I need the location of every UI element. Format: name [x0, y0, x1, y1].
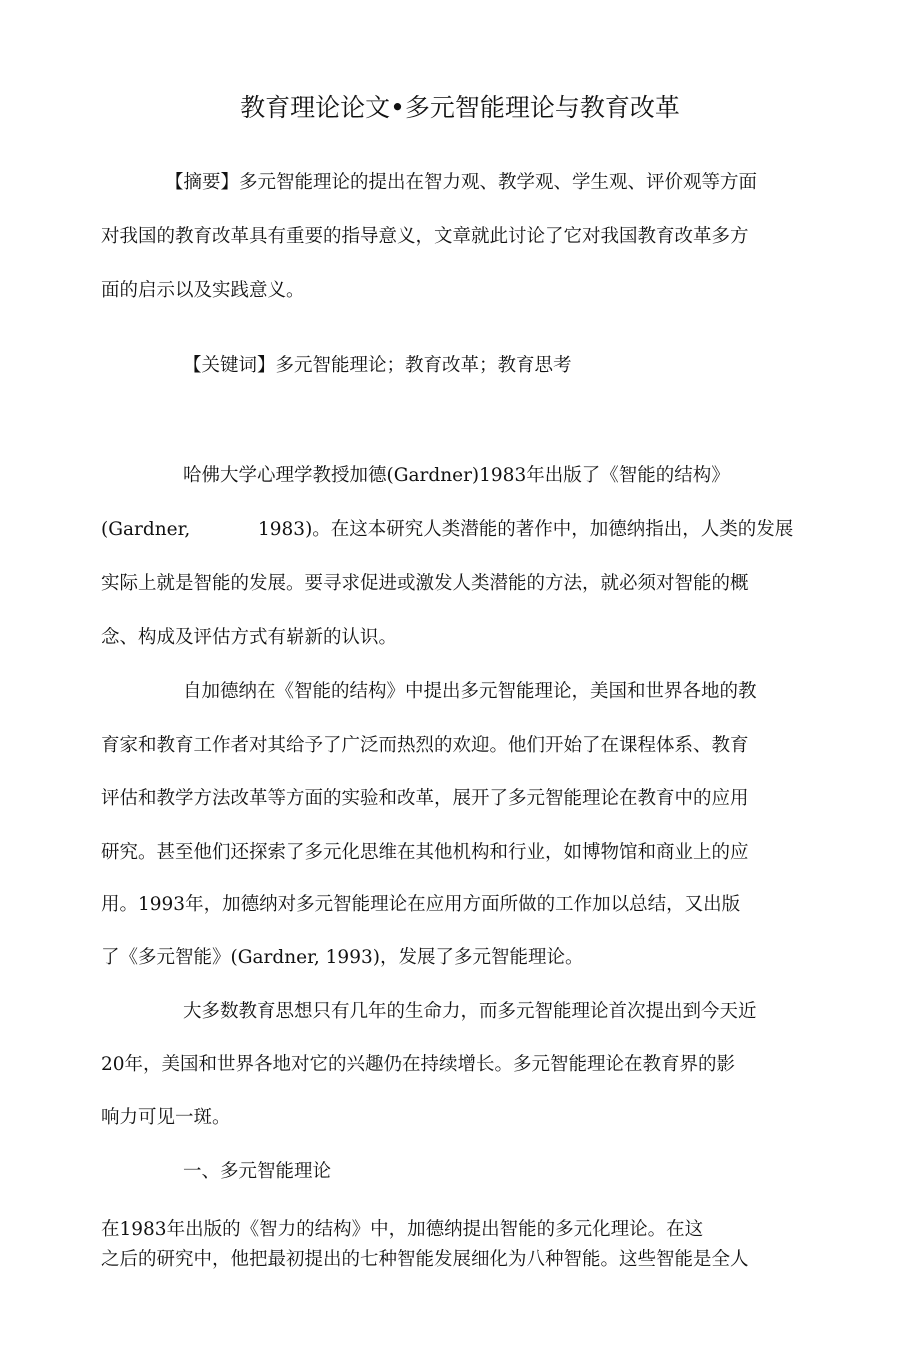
paragraph-line: 响力可见一斑。 — [101, 1107, 231, 1128]
abstract-line: 【摘要】多元智能理论的提出在智力观、教学观、学生观、评价观等方面 — [165, 172, 758, 193]
paragraph-line: 在1983年出版的《智力的结构》中，加德纳提出智能的多元化理论。在这 — [101, 1219, 704, 1240]
paragraph-line: 评估和教学方法改革等方面的实验和改革，展开了多元智能理论在教育中的应用 — [101, 788, 749, 809]
paragraph-line: 1983)。在这本研究人类潜能的著作中，加德纳指出，人类的发展 — [258, 519, 794, 540]
paragraph-line: 哈佛大学心理学教授加德(Gardner)1983年出版了《智能的结构》 — [183, 465, 730, 486]
paragraph-line: 20年，美国和世界各地对它的兴趣仍在持续增长。多元智能理论在教育界的影 — [101, 1054, 736, 1075]
section-heading: 一、多元智能理论 — [183, 1161, 332, 1182]
paragraph-line: 自加德纳在《智能的结构》中提出多元智能理论，美国和世界各地的教 — [183, 681, 757, 702]
paragraph-line: 实际上就是智能的发展。要寻求促进或激发人类潜能的方法，就必须对智能的概 — [101, 573, 749, 594]
paragraph-line: 研究。甚至他们还探索了多元化思维在其他机构和行业，如博物馆和商业上的应 — [101, 842, 749, 863]
abstract-line: 面的启示以及实践意义。 — [101, 280, 305, 301]
paragraph-line: 念、构成及评估方式有崭新的认识。 — [101, 627, 398, 648]
paragraph-line: 大多数教育思想只有几年的生命力，而多元智能理论首次提出到今天近 — [183, 1001, 757, 1022]
document-title: 教育理论论文•多元智能理论与教育改革 — [240, 93, 680, 122]
paragraph-line: 了《多元智能》(Gardner, 1993)，发展了多元智能理论。 — [101, 947, 584, 968]
paragraph-line: (Gardner, — [101, 519, 191, 540]
paragraph-line: 之后的研究中，他把最初提出的七种智能发展细化为八种智能。这些智能是全人 — [101, 1249, 749, 1270]
paragraph-line: 用。1993年，加德纳对多元智能理论在应用方面所做的工作加以总结，又出版 — [101, 894, 741, 915]
paragraph-line: 育家和教育工作者对其给予了广泛而热烈的欢迎。他们开始了在课程体系、教育 — [101, 735, 749, 756]
keywords-line: 【关键词】多元智能理论；教育改革；教育思考 — [183, 355, 572, 376]
abstract-line: 对我国的教育改革具有重要的指导意义，文章就此讨论了它对我国教育改革多方 — [101, 226, 749, 247]
